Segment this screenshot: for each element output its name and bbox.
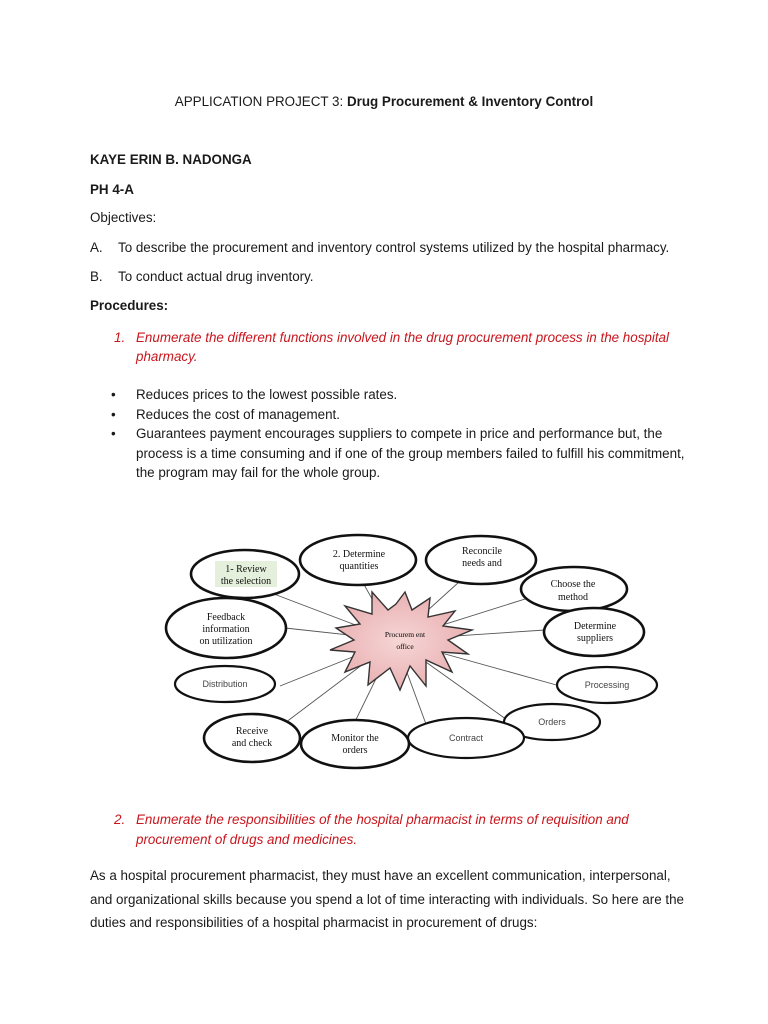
question-1 bbox=[114, 328, 714, 366]
node-determine-suppliers bbox=[544, 608, 644, 656]
list-item-continuation: the program may fail for the whole group. bbox=[136, 465, 381, 481]
objective-a-text: To describe the procurement and inventory control systems utilized by the hospital pharmacy. bbox=[118, 240, 670, 255]
suppliers-label-2: suppliers bbox=[576, 633, 614, 644]
procurement-office-node bbox=[330, 592, 472, 690]
list-item: • Reduces prices to the lowest possible rates. bbox=[111, 385, 731, 405]
choose-label-1: Choose the bbox=[550, 579, 596, 590]
title-bold: Drug Procurement & Inventory Control bbox=[346, 94, 594, 109]
procedures-heading: Procedures: bbox=[90, 298, 169, 313]
list-item: • Reduces the cost of management. bbox=[111, 405, 731, 425]
procurement-cycle-diagram bbox=[160, 530, 670, 775]
review-label-1: 1- Review bbox=[225, 564, 267, 575]
closing-line-3: duties and responsibilities of a hospital pharmacist in procurement of drugs: bbox=[90, 915, 538, 930]
processing-label: Processing bbox=[584, 680, 630, 690]
center-label-line1: Procurem ent bbox=[384, 630, 426, 639]
question-1-number: 1. bbox=[114, 330, 126, 345]
objective-a-marker: A. bbox=[90, 240, 103, 255]
receive-label-2: and check bbox=[231, 738, 273, 749]
objectives-heading: Objectives: bbox=[90, 210, 157, 225]
contract-label: Contract bbox=[448, 733, 484, 743]
closing-paragraph bbox=[90, 864, 730, 935]
benefit-list bbox=[111, 385, 731, 483]
orders-label: Orders bbox=[538, 717, 566, 727]
node-determine-quantities bbox=[300, 535, 416, 585]
document-title bbox=[0, 94, 768, 109]
title-prefix: APPLICATION PROJECT 3: bbox=[174, 94, 347, 109]
question-2 bbox=[114, 810, 714, 850]
feedback-label-1: Feedback bbox=[206, 612, 246, 623]
question-2-line1: Enumerate the responsibilities of the hospital pharmacist in terms of requisition and bbox=[136, 812, 629, 827]
list-item-continuation: process is a time consuming and if one of the group members failed to fulfill his commitment, bbox=[136, 445, 685, 461]
question-2-number: 2. bbox=[114, 812, 126, 827]
section-label: PH 4-A bbox=[90, 182, 134, 197]
center-label-line2: office bbox=[396, 642, 414, 651]
review-label-2: the selection bbox=[220, 576, 272, 587]
question-2-line2: procurement of drugs and medicines. bbox=[136, 832, 358, 847]
objective-a bbox=[90, 240, 670, 255]
monitor-label-2: orders bbox=[342, 745, 368, 756]
objective-b bbox=[90, 269, 314, 284]
feedback-label-3: on utilization bbox=[199, 636, 253, 647]
reconcile-label-1: Reconcile bbox=[462, 546, 502, 557]
node-monitor-orders bbox=[301, 720, 409, 768]
list-item: • Guarantees payment encourages suppliers to compete in price and performance but, the bbox=[111, 424, 731, 444]
author-name: KAYE ERIN B. NADONGA bbox=[90, 152, 252, 167]
question-1-line2: pharmacy. bbox=[136, 349, 198, 364]
quantities-label-1: 2. Determine bbox=[332, 549, 386, 560]
distribution-label: Distribution bbox=[202, 679, 248, 689]
quantities-label-2: quantities bbox=[339, 561, 379, 572]
objective-b-marker: B. bbox=[90, 269, 103, 284]
closing-line-2: and organizational skills because you spend a lot of time interacting with individuals. So here are the bbox=[90, 891, 685, 907]
monitor-label-1: Monitor the bbox=[331, 733, 379, 744]
objective-b-text: To conduct actual drug inventory. bbox=[118, 269, 314, 284]
closing-line-1: As a hospital procurement pharmacist, they must have an excellent communication, interpersonal, bbox=[90, 868, 671, 883]
question-1-line1: Enumerate the different functions involved in the drug procurement process in the hospital bbox=[136, 330, 669, 345]
reconcile-label-2: needs and bbox=[462, 558, 502, 569]
choose-label-2: method bbox=[558, 592, 588, 603]
feedback-label-2: information bbox=[202, 624, 250, 635]
suppliers-label-1: Determine bbox=[573, 621, 617, 632]
receive-label-1: Receive bbox=[235, 726, 269, 737]
